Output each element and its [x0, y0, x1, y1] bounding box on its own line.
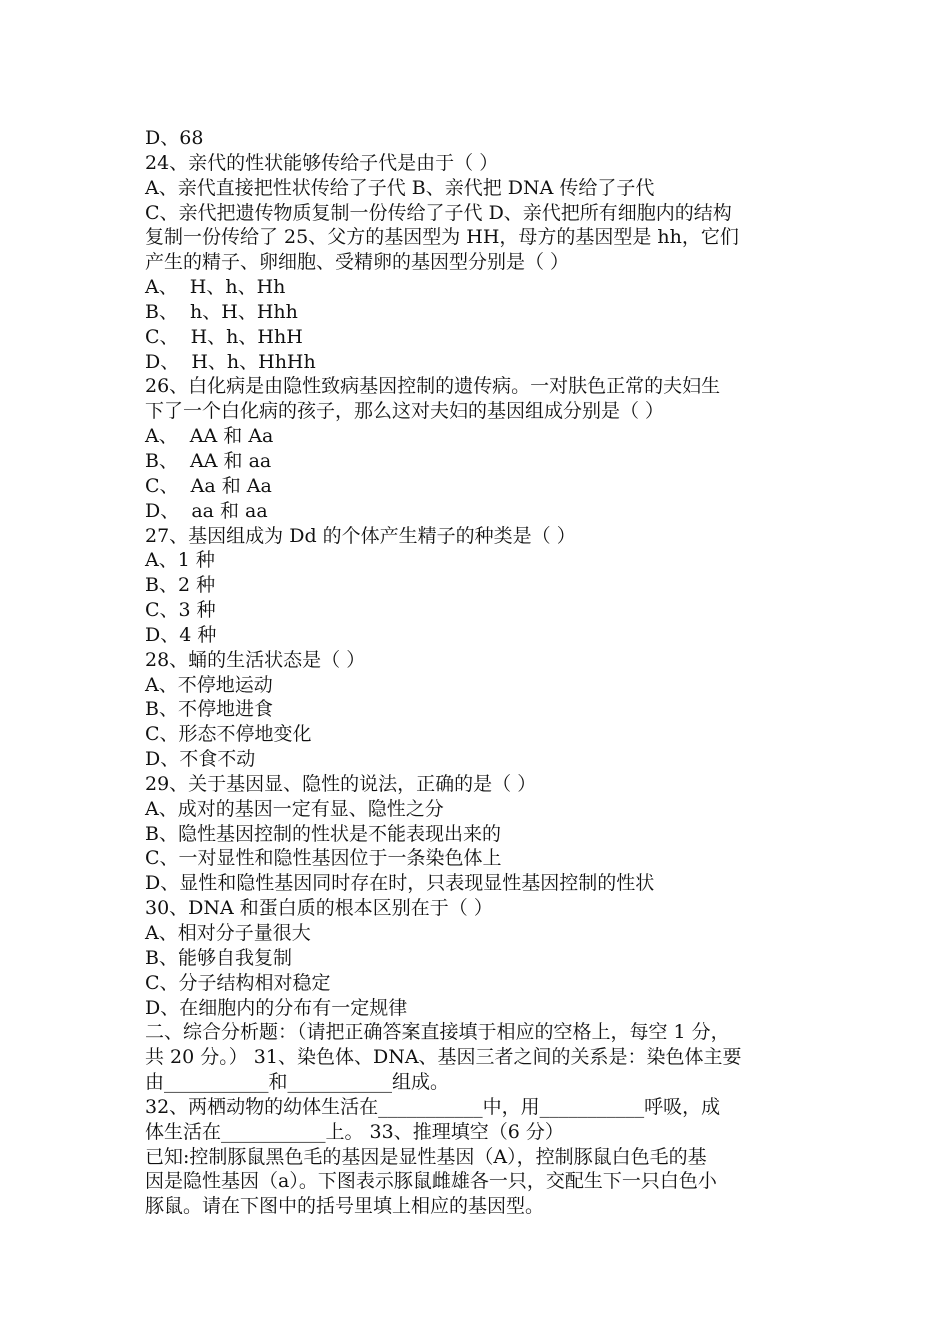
text-line: 32、两栖动物的幼体生活在___________中，用___________呼吸，成: [145, 1095, 721, 1118]
text-line: 产生的精子、卵细胞、受精卵的基因型分别是（ ）: [145, 251, 570, 274]
text-line: 24、亲代的性状能够传给子代是由于（ ）: [145, 151, 499, 174]
text-line: D、 aa 和 aa: [145, 499, 268, 522]
text-line: A、亲代直接把性状传给了子代 B、亲代把 DNA 传给了子代: [145, 176, 655, 199]
text-line: C、 Aa 和 Aa: [145, 474, 272, 497]
text-line: 二、综合分析题：（请把正确答案直接填于相应的空格上，每空 1 分，: [145, 1021, 730, 1044]
text-line: A、不停地运动: [145, 673, 273, 696]
text-line: A、 H、h、Hh: [145, 276, 286, 299]
text-line: 27、基因组成为 Dd 的个体产生精子的种类是（ ）: [145, 524, 576, 547]
text-line: B、 h、H、Hhh: [145, 300, 298, 323]
text-line: 豚鼠。请在下图中的括号里填上相应的基因型。: [145, 1195, 545, 1218]
text-line: D、不食不动: [145, 748, 256, 771]
text-line: 30、DNA 和蛋白质的根本区别在于（ ）: [145, 897, 493, 920]
text-line: C、3 种: [145, 599, 216, 622]
text-line: A、成对的基因一定有显、隐性之分: [145, 797, 444, 820]
text-line: D、68: [145, 127, 204, 149]
text-line: 26、白化病是由隐性致病基因控制的遗传病。一对肤色正常的夫妇生: [145, 375, 721, 398]
text-line: C、亲代把遗传物质复制一份传给了子代 D、亲代把所有细胞内的结构: [145, 201, 732, 224]
text-line: D、4 种: [145, 623, 217, 646]
text-line: D、在细胞内的分布有一定规律: [145, 996, 408, 1019]
text-line: 由___________和___________组成。: [145, 1071, 450, 1094]
text-line: 下了一个白化病的孩子，那么这对夫妇的基因组成分别是（ ）: [145, 400, 665, 423]
text-line: 28、蛹的生活状态是（ ）: [145, 648, 366, 671]
text-line: A、1 种: [145, 549, 215, 572]
text-line: B、隐性基因控制的性状是不能表现出来的: [145, 822, 501, 845]
text-line: 已知:控制豚鼠黑色毛的基因是显性基因（A），控制豚鼠白色毛的基: [145, 1145, 707, 1168]
text-line: 因是隐性基因（a）。下图表示豚鼠雌雄各一只，交配生下一只白色小: [145, 1170, 717, 1193]
text-line: B、 AA 和 aa: [145, 449, 272, 472]
text-line: 共 20 分。） 31、染色体、DNA、基因三者之间的关系是：染色体主要: [145, 1046, 742, 1069]
text-line: 体生活在___________上。 33、推理填空（6 分）: [145, 1120, 564, 1143]
document-page: [145, 126, 805, 1219]
text-line: C、 H、h、HhH: [145, 325, 303, 348]
text-line: C、分子结构相对稳定: [145, 971, 331, 994]
text-line: C、一对显性和隐性基因位于一条染色体上: [145, 847, 502, 870]
text-line: B、不停地进食: [145, 698, 273, 721]
text-line: D、显性和隐性基因同时存在时，只表现显性基因控制的性状: [145, 872, 655, 895]
text-line: A、 AA 和 Aa: [145, 425, 274, 448]
text-line: D、 H、h、HhHh: [145, 350, 316, 373]
text-line: C、形态不停地变化: [145, 723, 312, 746]
text-line: A、相对分子量很大: [145, 922, 311, 944]
text-line: B、能够自我复制: [145, 946, 292, 969]
text-line: 复制一份传给了 25、父方的基因型为 HH，母方的基因型是 hh，它们: [145, 226, 739, 249]
text-line: B、2 种: [145, 574, 216, 597]
text-line: 29、关于基因显、隐性的说法，正确的是（ ）: [145, 772, 537, 795]
